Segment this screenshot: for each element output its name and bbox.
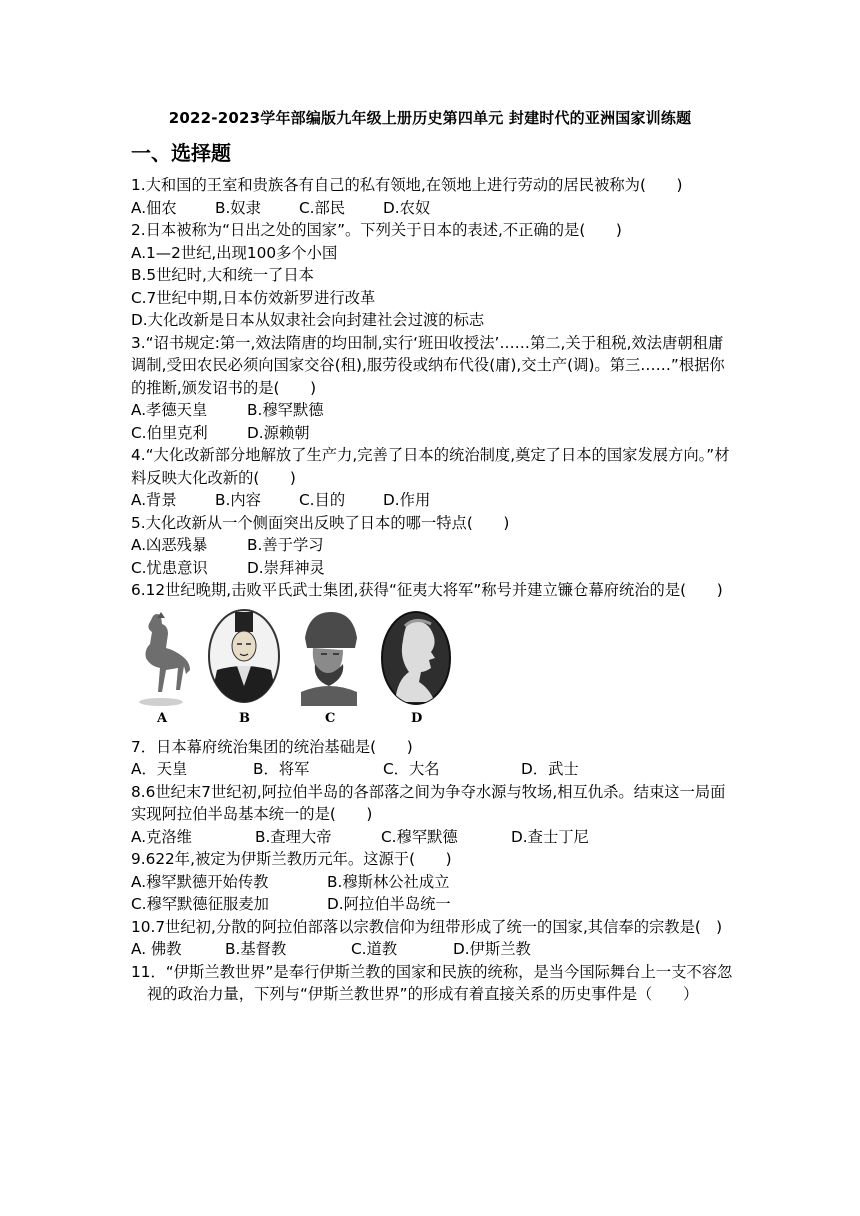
option-b: B.基督教 bbox=[225, 940, 287, 958]
question-11: 11．“伊斯兰教世界”是奉行伊斯兰教的国家和民族的统称，是当今国际舞台上一支不容忽视的政治力量，下列与“伊斯兰教世界”的形成有着直接关系的历史事件是（ ） bbox=[131, 962, 733, 1003]
option-b: B．将军 bbox=[253, 760, 310, 778]
option-d: D.查士丁尼 bbox=[511, 827, 589, 846]
option-a: A．天皇 bbox=[131, 760, 188, 778]
question-4-options bbox=[131, 489, 733, 512]
figure-label-d: D bbox=[411, 710, 423, 726]
option-c: C.目的 bbox=[299, 491, 346, 509]
option-b: B.查理大帝 bbox=[255, 827, 332, 846]
option-d: D．武士 bbox=[521, 760, 579, 778]
option-a: A.孝德天皇 bbox=[131, 401, 208, 419]
option-a: A.背景 bbox=[131, 491, 177, 509]
option-d: D.源赖朝 bbox=[247, 423, 310, 442]
question-5: 5.大化改新从一个侧面突出反映了日本的哪一特点( ) bbox=[131, 513, 510, 532]
option-d: D.阿拉伯半岛统一 bbox=[327, 895, 451, 913]
question-1-options bbox=[131, 197, 733, 220]
question-3-options-row-1 bbox=[131, 399, 733, 422]
option-a: A.凶恶残暴 bbox=[131, 536, 208, 554]
option-b: B.穆罕默德 bbox=[247, 401, 324, 419]
question-10-options bbox=[131, 938, 733, 961]
question-7: 7．日本幕府统治集团的统治基础是( ) bbox=[131, 737, 413, 756]
option-b: B.善于学习 bbox=[247, 536, 324, 554]
option-c: C.伯里克利 bbox=[131, 423, 208, 442]
option-a: A.佃农 bbox=[131, 198, 177, 217]
option-d: D.大化改新是日本从奴隶社会向封建社会过渡的标志 bbox=[131, 311, 485, 329]
option-b: B.奴隶 bbox=[215, 198, 261, 217]
figure-label-b: B bbox=[239, 710, 250, 726]
question-list bbox=[131, 174, 733, 1006]
question-7-options bbox=[131, 758, 733, 781]
option-c: C.忧患意识 bbox=[131, 558, 208, 577]
question-6: 6.12世纪晚期,击败平氏武士集团,获得“征夷大将军”称号并建立镰仓幕府统治的是( ) bbox=[131, 581, 723, 599]
question-9: 9.622年,被定为伊斯兰教历元年。这源于( ) bbox=[131, 850, 452, 868]
equestrian-statue-image bbox=[131, 608, 195, 708]
option-c: C.穆罕默德征服麦加 bbox=[131, 895, 269, 913]
document-title: 2022-2023学年部编版九年级上册历史第四单元 封建时代的亚洲国家训练题 bbox=[168, 109, 692, 127]
option-b: B.穆斯林公社成立 bbox=[327, 872, 450, 891]
question-2: 2.日本被称为“日出之处的国家”。下列关于日本的表述,不正确的是( ) bbox=[131, 221, 622, 239]
question-9-options-row-2 bbox=[131, 893, 733, 916]
samurai-portrait-image bbox=[207, 608, 281, 708]
question-8-options bbox=[131, 826, 733, 849]
question-3: 3.“诏书规定:第一,效法隋唐的均田制,实行‘班田收授法’……第二,关于租税,效法唐朝租庸调制,受田农民必须向国家交谷(租),服劳役或纳布代役(庸),交土产(调)。第三……”根据你的推断,颁发诏书的是( ) bbox=[131, 333, 725, 397]
option-c: C．大名 bbox=[383, 760, 440, 778]
section-heading: 一、选择题 bbox=[131, 141, 231, 165]
option-b: B.内容 bbox=[215, 491, 261, 509]
question-4: 4.“大化改新部分地解放了生产力,完善了日本的统治制度,奠定了日本的国家发展方向。”材料反映大化改新的( ) bbox=[131, 446, 730, 487]
figure-label-a: A bbox=[157, 710, 168, 726]
question-1: 1.大和国的王室和贵族各有自己的私有领地,在领地上进行劳动的居民被称为( ) bbox=[131, 176, 683, 194]
option-a: A.克洛维 bbox=[131, 827, 192, 846]
option-c: C.部民 bbox=[299, 198, 346, 217]
option-d: D.农奴 bbox=[383, 198, 431, 217]
question-5-options-row-2 bbox=[131, 557, 733, 580]
question-10: 10.7世纪初,分散的阿拉伯部落以宗教信仰为纽带形成了统一的国家,其信奉的宗教是( ) bbox=[131, 917, 723, 936]
greek-bust-image bbox=[291, 608, 365, 708]
question-9-options-row-1 bbox=[131, 871, 733, 894]
figure-label-c: C bbox=[325, 710, 336, 726]
question-5-options-row-1 bbox=[131, 534, 733, 557]
option-a: A. 佛教 bbox=[131, 940, 182, 958]
option-b: B.5世纪时,大和统一了日本 bbox=[131, 266, 314, 284]
option-a: A.穆罕默德开始传教 bbox=[131, 872, 269, 891]
option-c: C.穆罕默德 bbox=[381, 827, 458, 846]
option-d: D.伊斯兰教 bbox=[453, 940, 531, 958]
option-a: A.1—2世纪,出现100多个小国 bbox=[131, 243, 338, 262]
option-d: D.作用 bbox=[383, 491, 431, 509]
cameo-portrait-image bbox=[379, 608, 453, 708]
question-8: 8.6世纪末7世纪初,阿拉伯半岛的各部落之间为争夺水源与牧场,相互仇杀。结束这一局面实现阿拉伯半岛基本统一的是( ) bbox=[131, 782, 726, 823]
option-c: C.道教 bbox=[351, 940, 398, 958]
question-3-options-row-2 bbox=[131, 422, 733, 445]
option-c: C.7世纪中期,日本仿效新罗进行改革 bbox=[131, 288, 376, 307]
question-6-figures bbox=[131, 608, 733, 732]
option-d: D.崇拜神灵 bbox=[247, 558, 325, 577]
